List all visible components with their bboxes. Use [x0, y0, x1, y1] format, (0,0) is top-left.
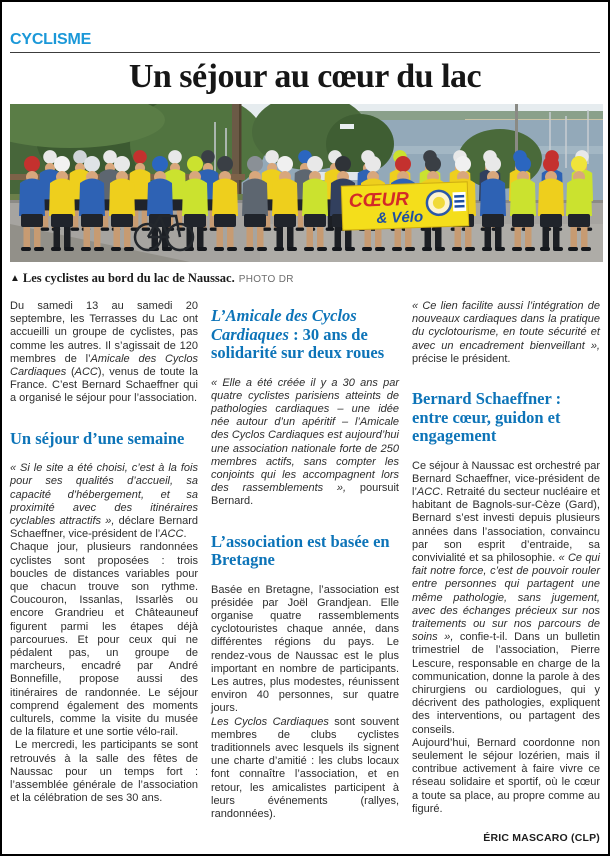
photo-caption [10, 271, 600, 286]
article-body [10, 300, 600, 845]
paragraph: Aujourd’hui, Bernard coordonne non seulement le séjour lozérien, mais il contribue activement à faire vivre ce réseau solidaire et sportif, où le cœur a toute sa place, au propre comme au figuré. [412, 736, 600, 815]
section-label: CYCLISME [10, 31, 92, 48]
caption-text: Les cyclistes au bord du lac de Naussac. [22, 271, 235, 285]
paragraph: Le mercredi, les participants se sont retrouvés à la salle des fêtes de Naussac pour un temps fort : l’assemblée générale de l’association et la célébration de ses 30 ans. [10, 739, 198, 805]
photo-credit: PHOTO DR [238, 274, 294, 285]
caption-triangle-icon: ▲ [10, 273, 20, 284]
paragraph: « Si le site a été choisi, c’est à la fois pour ses qualités d’accueil, sa capacité d’hébergement, et sa proximité avec des itinéraires cyclables attractifs », déclare Bernard Schaeffner, vice-président de l’ACC. [10, 462, 199, 541]
subhead-amicale: L’Amicale des Cyclos Cardiaques : 30 ans de solidarité sur deux roues [211, 306, 385, 362]
photo-illustration [10, 104, 603, 262]
article-photo [10, 104, 603, 262]
banner-text-coeur: CŒUR [348, 188, 410, 212]
subhead-bretagne: L’association est basée en Bretagne [211, 531, 390, 570]
paragraph: Chaque jour, plusieurs randonnées cyclistes sont proposées : trois boucles de distances variables pour que chacun trouve son rythme. Coucouron, Issanlas, Issarlès ou encore Grandrieu et Châteauneuf figurent parmi les étapes déjà parcourues. Et pour ceux qui ne pédalent pas, un groupe de marcheurs, encadré par André Bonnefille, propose aussi des itinéraires de randonnée. Le séjour comprend également des moments culturels, comme la visite du musée de la filature et une sortie vélo-rail. [10, 541, 198, 739]
subhead-schaeffner: Bernard Schaeffner : entre cœur, guidon et engagement [412, 389, 562, 446]
paragraph: « Elle a été créée il y a 30 ans par quatre cyclistes parisiens atteints de pathologies cardiaques – une idée née autour d’un apéritif – l’Amicale des Cyclos Cardiaques est aujourd’hui une association nationale forte de 250 membres actifs, sans compter les conjoints qui les accompagnent lors des rassemblements », poursuit Bernard. [211, 376, 399, 508]
article-column-3 [412, 300, 600, 845]
subhead-un-sejour: Un séjour d’une semaine [10, 428, 185, 448]
paragraph: Ce séjour à Naussac est orchestré par Bernard Schaeffner, vice-président de l’ACC. Retraité du secteur nucléaire et habitant de Bagnols-sur-Cèze (Gard), Bernard s’est investi depuis plusieurs années dans l’association, convaincu par son esprit d’entraide, sa convivialité et sa philosophie. « Ce qui fait notre force, c’est de pouvoir rouler entre personnes qui partagent une même pathologie, sans jugement, avec des échanges précieux sur nos traitements ou sur nos parcours de soins », confie-t-il. Dans un bulletin trimestriel de l’association, Pierre Lescure, responsable en charge de la communication, donne la parole à des chirurgiens ou cardiologues, qui y décrivent des pathologies, expliquent des interventions, ou partagent des conseils. [412, 459, 600, 736]
article-column-2 [211, 300, 399, 845]
paragraph: Basée en Bretagne, l’association est présidée par Joël Grandjean. Elle organise quatre rassemblements cyclotouristes chaque année, dans différentes régions du pays. Le rendez-vous de Naussac est le plus important en nombre de participants. Les autres, plus modestes, réunissent environ 40 personnes, sur quatre jours. [211, 583, 399, 715]
author-byline: ÉRIC MASCARO (CLP) [483, 832, 600, 844]
section-divider [10, 52, 600, 53]
paragraph: Les Cyclos Cardiaques sont souvent membres de clubs cyclistes traditionnels avec lesquels ils signent une charte d’amitié : les clubs locaux font connaître l’association, et en retour, les amicalistes participent à leurs événements (rallyes, randonnées). [211, 715, 399, 820]
banner-text-velo: & Vélo [376, 208, 424, 227]
headline: Un séjour au cœur du lac [128, 58, 482, 95]
coeur-velo-banner [341, 182, 468, 230]
article-column-1 [10, 300, 198, 845]
paragraph: Du samedi 13 au samedi 20 septembre, les Terrasses du Lac ont accueilli un groupe de cyclistes, pas comme les autres. Il s’agissait de 120 membres de l’Amicale des Cyclos Cardiaques (ACC), venus de toute la France. C’est Bernard Schaeffner qui a organisé le séjour pour l’association. [10, 300, 198, 405]
paragraph: « Ce lien facilite aussi l’intégration de nouveaux cardiaques dans la pratique du cyclotourisme, en toute sécurité et avec un encadrement bienveillant », précise le président. [412, 300, 600, 365]
